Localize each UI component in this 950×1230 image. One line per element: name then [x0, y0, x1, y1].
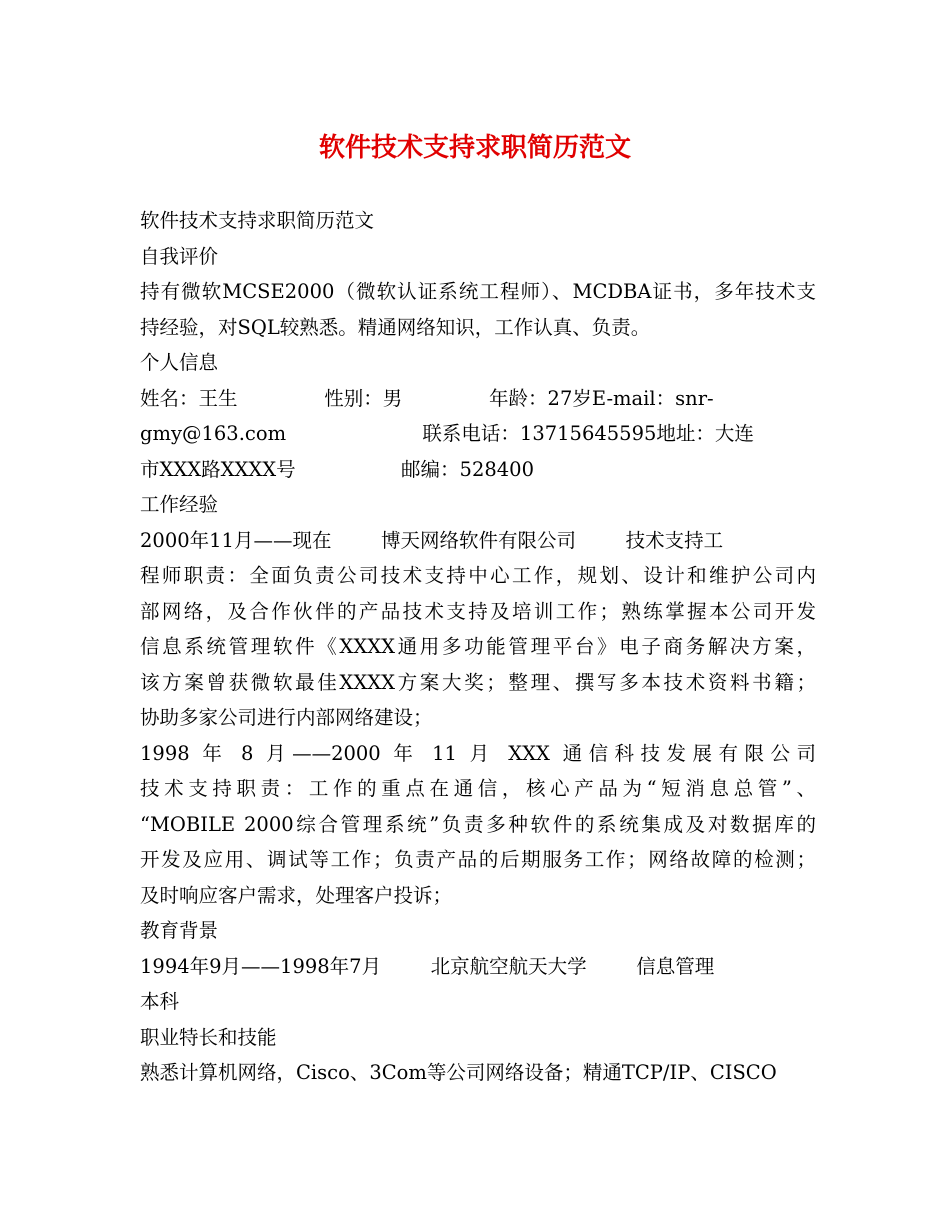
self-evaluation-line-2: 持经验，对SQL较熟悉。精通网络知识，工作认真、负责。	[140, 315, 651, 339]
work-experience-line-10: 开发及应用、调试等工作；负责产品的后期服务工作；网络故障的检测；	[140, 848, 816, 871]
section-heading-work-experience: 工作经验	[140, 493, 219, 516]
education-line-2: 本科	[140, 990, 180, 1013]
work-experience-line-3: 部网络，及合作伙伴的产品技术支持及培训工作；熟练掌握本公司开发	[140, 599, 816, 623]
work-experience-line-2: 程师职责：全面负责公司技术支持中心工作，规划、设计和维护公司内	[140, 564, 816, 587]
personal-info-line-2: gmy@163.com 联系电话：13715645595地址：大连	[140, 422, 754, 445]
section-heading-education: 教育背景	[140, 919, 219, 942]
work-experience-line-6: 协助多家公司进行内部网络建设；	[140, 706, 433, 729]
personal-info-line-1: 姓名：王生 性别：男 年龄：27岁E-mail：snr-	[140, 386, 714, 410]
personal-info-line-3: 市XXX路XXXX号 邮编：528400	[140, 457, 534, 481]
work-experience-line-8: 技术支持职责：工作的重点在通信，核心产品为“短消息总管”、	[140, 777, 816, 800]
self-evaluation-line-1: 持有微软MCSE2000（微软认证系统工程师）、MCDBA证书，多年技术支	[140, 280, 816, 303]
section-heading-personal-info: 个人信息	[140, 351, 219, 374]
work-experience-line-9: “MOBILE 2000综合管理系统”负责多种软件的系统集成及对数据库的	[140, 812, 816, 836]
section-heading-self-evaluation: 自我评价	[140, 244, 219, 268]
document-title: 软件技术支持求职简历范文	[318, 133, 631, 163]
work-experience-line-5: 该方案曾获微软最佳XXXX方案大奖；整理、撰写多本技术资料书籍；	[140, 670, 816, 694]
resume-heading: 软件技术支持求职简历范文	[140, 209, 375, 232]
section-heading-skills: 职业特长和技能	[140, 1025, 277, 1049]
education-line-1: 1994年9月——1998年7月 北京航空航天大学 信息管理	[140, 954, 715, 978]
document-body	[140, 203, 816, 1091]
skills-line-1: 熟悉计算机网络，Cisco、3Com等公司网络设备；精通TCP/IP、CISCO	[140, 1061, 777, 1084]
work-experience-line-11: 及时响应客户需求，处理客户投诉；	[140, 883, 453, 907]
work-experience-line-4: 信息系统管理软件《XXXX通用多功能管理平台》电子商务解决方案，	[140, 635, 816, 658]
work-experience-line-1: 2000年11月——现在 博天网络软件有限公司 技术支持工	[140, 528, 724, 552]
work-experience-line-7: 1998 年 8 月——2000 年 11 月 XXX 通信科技发展有限公司	[140, 741, 816, 765]
